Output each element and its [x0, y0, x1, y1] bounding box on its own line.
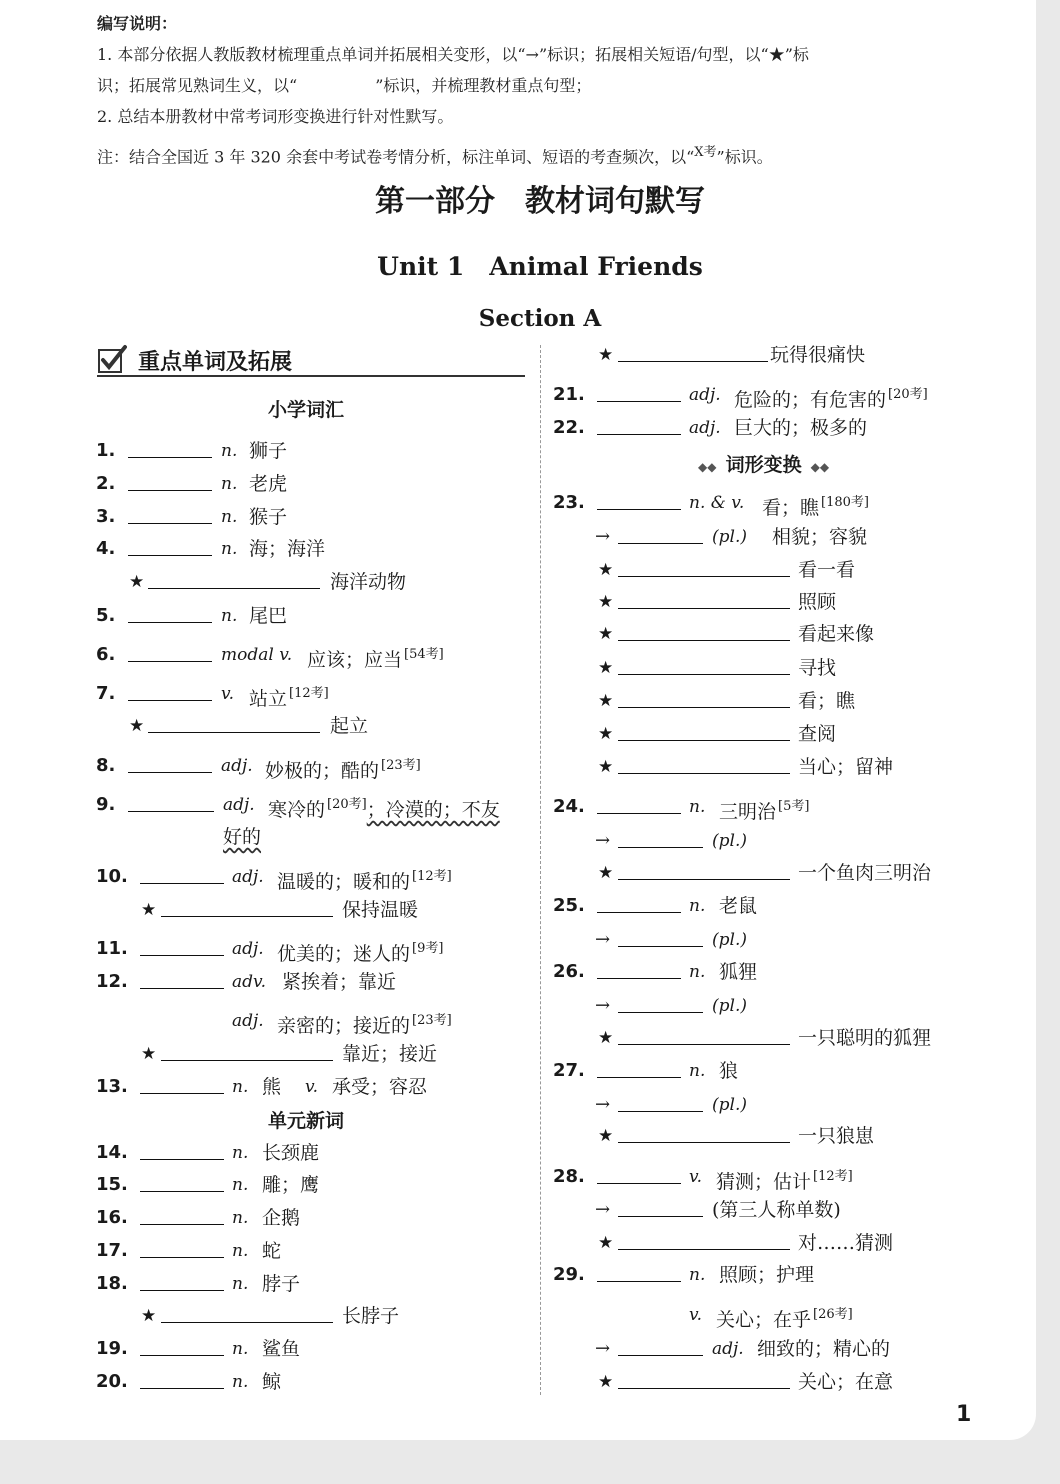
frequency-value: 23考 — [386, 758, 416, 773]
meaning: 企鹅 — [262, 1207, 301, 1229]
item-number: 8. — [96, 755, 116, 776]
meaning: 玩得很痛快 — [770, 344, 866, 366]
subheading-unit-new-words: 单元新词 — [268, 1110, 345, 1132]
part-of-speech: v. — [221, 684, 234, 704]
part-of-speech: n. & v. — [689, 493, 745, 513]
item-number: 19. — [96, 1338, 128, 1359]
arrow-icon: → — [595, 1199, 611, 1220]
meaning-text: 站立 — [249, 688, 288, 710]
section-title: Section A — [478, 305, 602, 332]
item-number: 11. — [96, 938, 128, 959]
meaning-text: 妙极的；酷的 — [265, 760, 380, 782]
star-icon: ★ — [598, 624, 614, 644]
diamond-icon: ◆◆ — [810, 460, 830, 474]
intro-line-4 — [97, 141, 773, 167]
intro-line-2a: 识；拓展常见熟词生义，以“ — [97, 76, 298, 95]
form-row-24 — [0, 828, 1000, 854]
star-icon: ★ — [129, 572, 145, 592]
part-of-speech: adv. — [232, 972, 267, 992]
item-number: 20. — [96, 1371, 128, 1392]
answer-blank[interactable] — [618, 1197, 703, 1217]
frequency-tag: [9考] — [412, 941, 444, 956]
meaning: 一个鱼肉三明治 — [798, 862, 932, 884]
star-icon: ★ — [598, 1126, 614, 1146]
item-number: 17. — [96, 1240, 128, 1261]
answer-blank[interactable] — [618, 342, 768, 362]
part-of-speech: adj. — [223, 795, 255, 815]
answer-blank[interactable] — [618, 927, 703, 947]
phrase-row-23-1 — [0, 557, 1000, 583]
frequency-tag: [12考] — [289, 686, 329, 701]
phrase-row-26 — [0, 1025, 1000, 1051]
vocab-row-22 — [0, 415, 1000, 441]
answer-blank[interactable] — [618, 860, 790, 880]
answer-blank[interactable] — [618, 1230, 790, 1250]
frequency-mark-sample: X考 — [694, 145, 717, 160]
meaning — [716, 1302, 853, 1333]
meaning: 照顾 — [798, 591, 837, 613]
form-row-29 — [0, 1336, 1000, 1362]
part-of-speech: adj. — [221, 756, 253, 776]
item-number: 25. — [553, 895, 585, 916]
meaning-text: 温暖的；暖和的 — [277, 871, 411, 893]
meaning: 雕；鹰 — [262, 1174, 320, 1196]
arrow-icon: → — [595, 995, 611, 1016]
meaning-text: 危险的；有危害的 — [734, 389, 887, 411]
part-of-speech: n. — [689, 797, 706, 817]
arrow-icon: → — [595, 1338, 611, 1359]
item-number: 5. — [96, 605, 116, 626]
item-number: 13. — [96, 1076, 128, 1097]
intro-line-1: 1. 本部分依据人教版教材梳理重点单词并拓展相关变形，以“→”标识；拓展相关短语/句型，以“★”标 — [97, 45, 809, 64]
form-note: (pl.) — [712, 527, 747, 547]
answer-blank[interactable] — [618, 688, 790, 708]
meaning: 细致的；精心的 — [757, 1338, 891, 1360]
part-of-speech: n. — [232, 1241, 249, 1261]
item-number: 26. — [553, 961, 585, 982]
part-of-speech: n. — [232, 1175, 249, 1195]
phrase-row-28 — [0, 1230, 1000, 1256]
item-number: 23. — [553, 492, 585, 513]
meaning-text: 亲密的；接近的 — [277, 1015, 411, 1037]
meaning: 看起来像 — [798, 623, 875, 645]
frequency-value: 20考 — [893, 387, 923, 402]
meaning: 老虎 — [249, 473, 288, 495]
meaning: 狐狸 — [719, 961, 758, 983]
meaning-text: 寒冷的 — [268, 799, 326, 821]
meaning: 海洋动物 — [330, 571, 407, 593]
item-number: 28. — [553, 1166, 585, 1187]
part-of-speech: n. — [689, 962, 706, 982]
vocab-row-25 — [0, 893, 1000, 919]
answer-blank[interactable] — [618, 993, 703, 1013]
answer-blank[interactable] — [618, 621, 790, 641]
intro-line-4b: ”标识。 — [716, 147, 773, 167]
item-number: 24. — [553, 796, 585, 817]
meaning: 老鼠 — [719, 895, 758, 917]
item-number: 27. — [553, 1060, 585, 1081]
meaning: 看；瞧 — [798, 690, 856, 712]
answer-blank[interactable] — [597, 490, 681, 510]
item-number: 4. — [96, 538, 116, 559]
frequency-tag: [23考] — [381, 758, 421, 773]
meaning: 海；海洋 — [249, 538, 326, 560]
form-row-25 — [0, 927, 1000, 953]
part-of-speech: n. — [232, 1077, 249, 1097]
star-icon: ★ — [598, 863, 614, 883]
phrase-row-20 — [0, 342, 1000, 368]
meaning: 相貌；容貌 — [772, 526, 868, 548]
frequency-tag: [54考] — [404, 647, 444, 662]
vocab-row-24 — [0, 794, 1000, 823]
part-of-speech: n. — [689, 1265, 706, 1285]
meaning: 鲨鱼 — [262, 1338, 301, 1360]
phrase-row-27 — [0, 1123, 1000, 1149]
unit-title: Unit 1 Animal Friends — [377, 252, 703, 281]
answer-blank[interactable] — [597, 794, 681, 814]
answer-blank[interactable] — [597, 415, 681, 435]
meaning — [716, 1164, 853, 1195]
phrase-row-23-6 — [0, 721, 1000, 747]
answer-blank[interactable] — [618, 754, 790, 774]
phrase-row-24 — [0, 860, 1000, 886]
star-icon: ★ — [598, 345, 614, 365]
meaning: 猴子 — [249, 506, 288, 528]
frequency-value: 12考 — [818, 1169, 848, 1184]
meaning: 一只狼崽 — [798, 1125, 875, 1147]
meaning: 熊 — [262, 1076, 282, 1098]
form-row-23 — [0, 524, 1000, 550]
part-of-speech: v. — [305, 1077, 318, 1097]
meaning-text: 关心；在乎 — [716, 1309, 812, 1331]
item-number: 16. — [96, 1207, 128, 1228]
item-number: 14. — [96, 1142, 128, 1163]
star-icon: ★ — [598, 757, 614, 777]
intro-line-3: 2. 总结本册教材中常考词形变换进行针对性默写。 — [97, 107, 454, 126]
frequency-tag: [180考] — [821, 495, 869, 510]
meaning: 狮子 — [249, 440, 288, 462]
subheading-primary-vocab: 小学词汇 — [268, 399, 345, 421]
part-of-speech: v. — [689, 1167, 702, 1187]
form-row-26 — [0, 993, 1000, 1019]
item-number: 3. — [96, 506, 116, 527]
frequency-tag: [12考] — [813, 1169, 853, 1184]
meaning: 狼 — [719, 1060, 739, 1082]
star-icon: ★ — [598, 560, 614, 580]
answer-blank[interactable] — [618, 589, 790, 609]
answer-blank[interactable] — [618, 557, 790, 577]
meaning-text: 看；瞧 — [762, 497, 820, 519]
meaning: 脖子 — [262, 1273, 301, 1295]
phrase-row-23-4 — [0, 655, 1000, 681]
part-of-speech: n. — [221, 539, 238, 559]
intro-line-4a: 注：结合全国近 3 年 320 余套中考试卷考情分析，标注单词、短语的考查频次，以“ — [97, 147, 695, 167]
item-number: 29. — [553, 1264, 585, 1285]
star-icon: ★ — [598, 691, 614, 711]
answer-blank[interactable] — [597, 959, 681, 979]
phrase-row-23-5 — [0, 688, 1000, 714]
form-note: (pl.) — [712, 1095, 747, 1115]
star-icon: ★ — [598, 658, 614, 678]
part-of-speech: n. — [232, 1274, 249, 1294]
part-of-speech: n. — [232, 1208, 249, 1228]
frequency-value: 5考 — [783, 799, 805, 814]
meaning-text: 三明治 — [719, 801, 777, 823]
subheading-word-forms — [698, 450, 829, 477]
heading-rule — [97, 375, 525, 377]
part-of-speech: adj. — [689, 385, 721, 405]
meaning: 长颈鹿 — [262, 1142, 320, 1164]
item-number: 7. — [96, 683, 116, 704]
item-number: 2. — [96, 473, 116, 494]
answer-blank[interactable] — [618, 1123, 790, 1143]
answer-blank[interactable] — [618, 524, 703, 544]
item-number: 6. — [96, 644, 116, 665]
meaning: 看一看 — [798, 559, 856, 581]
meaning: 对……猜测 — [798, 1232, 894, 1254]
star-icon: ★ — [141, 900, 157, 920]
answer-blank[interactable] — [128, 438, 212, 458]
meaning: 蛇 — [262, 1240, 282, 1262]
meaning: 尾巴 — [249, 605, 288, 627]
part-of-speech: n. — [221, 474, 238, 494]
vocab-row-28 — [0, 1164, 1000, 1193]
meaning: 一只聪明的狐狸 — [798, 1027, 932, 1049]
meaning: 关心；在意 — [798, 1371, 894, 1393]
item-number: 15. — [96, 1174, 128, 1195]
vocab-row-29b — [0, 1302, 1000, 1331]
answer-blank[interactable] — [618, 828, 703, 848]
part-of-speech: adj. — [689, 418, 721, 438]
frequency-tag: [5考] — [778, 799, 810, 814]
item-number: 21. — [553, 384, 585, 405]
meaning: 照顾；护理 — [719, 1264, 815, 1286]
meaning: 查阅 — [798, 723, 837, 745]
vocab-row-27 — [0, 1058, 1000, 1084]
part-of-speech: adj. — [232, 867, 264, 887]
meaning: 靠近；接近 — [342, 1043, 438, 1065]
phrase-row-23-7 — [0, 754, 1000, 780]
wavy-underline-sample — [297, 76, 375, 92]
answer-blank[interactable] — [618, 1336, 703, 1356]
frequency-value: 12考 — [294, 686, 324, 701]
meaning: 长脖子 — [342, 1305, 400, 1327]
star-icon: ★ — [141, 1044, 157, 1064]
star-icon: ★ — [141, 1306, 157, 1326]
star-icon: ★ — [598, 1372, 614, 1392]
frequency-tag: [23考] — [412, 1013, 452, 1028]
meaning — [734, 382, 928, 413]
vocab-row-29 — [0, 1262, 1000, 1288]
frequency-value: 12考 — [417, 869, 447, 884]
part-of-speech: n. — [689, 896, 706, 916]
diamond-icon: ◆◆ — [698, 460, 717, 474]
arrow-icon: → — [595, 526, 611, 547]
part-of-speech: n. — [232, 1339, 249, 1359]
star-icon: ★ — [129, 716, 145, 736]
form-note: (pl.) — [712, 996, 747, 1016]
part-title: 第一部分 教材词句默写 — [375, 184, 705, 219]
extended-meaning: 好的 — [223, 826, 262, 848]
star-icon: ★ — [598, 592, 614, 612]
phrase-row-29 — [0, 1369, 1000, 1395]
part-of-speech: adj. — [712, 1339, 744, 1359]
answer-blank[interactable] — [597, 1164, 681, 1184]
phrase-row-23-2 — [0, 589, 1000, 615]
form-note: (pl.) — [712, 930, 747, 950]
part-of-speech: adj. — [232, 939, 264, 959]
answer-blank[interactable] — [597, 382, 681, 402]
meaning: 紧挨着；靠近 — [282, 971, 397, 993]
part-of-speech: n. — [221, 606, 238, 626]
extended-meaning: ；冷漠的；不友 — [366, 799, 500, 821]
part-of-speech: v. — [689, 1305, 702, 1325]
part-of-speech: n. — [689, 1061, 706, 1081]
meaning — [762, 490, 869, 521]
answer-blank[interactable] — [618, 721, 790, 741]
intro-line-2 — [97, 73, 591, 96]
item-number: 1. — [96, 440, 116, 461]
answer-blank[interactable] — [618, 1025, 790, 1045]
answer-blank[interactable] — [597, 1262, 681, 1282]
part-of-speech: n. — [232, 1372, 249, 1392]
frequency-value: 180考 — [826, 495, 864, 510]
part-of-speech: n. — [221, 441, 238, 461]
frequency-tag: [20考] — [327, 797, 367, 812]
answer-blank[interactable] — [618, 655, 790, 675]
item-number: 22. — [553, 417, 585, 438]
meaning: 当心；留神 — [798, 756, 894, 778]
form-row-28 — [0, 1197, 1000, 1223]
part-of-speech: adj. — [232, 1011, 264, 1031]
frequency-value: 26考 — [818, 1307, 848, 1322]
subheading-text: 词形变换 — [725, 454, 802, 476]
part-of-speech: n. — [221, 507, 238, 527]
intro-heading: 编写说明： — [97, 14, 178, 33]
meaning: 起立 — [330, 715, 369, 737]
arrow-icon: → — [595, 830, 611, 851]
frequency-tag: [20考] — [888, 387, 928, 402]
frequency-tag: [12考] — [412, 869, 452, 884]
item-number: 18. — [96, 1273, 128, 1294]
meaning: 巨大的；极多的 — [734, 417, 868, 439]
page-number: 1 — [956, 1402, 972, 1427]
frequency-value: 23考 — [417, 1013, 447, 1028]
frequency-tag: [26考] — [813, 1307, 853, 1322]
arrow-icon: → — [595, 929, 611, 950]
frequency-value: 9考 — [417, 941, 439, 956]
form-note: (第三人称单数) — [712, 1199, 841, 1221]
part-of-speech: modal v. — [221, 645, 293, 665]
answer-blank[interactable] — [618, 1369, 790, 1389]
answer-blank[interactable] — [128, 471, 212, 491]
meaning: 保持温暖 — [342, 899, 419, 921]
frequency-value: 54考 — [409, 647, 439, 662]
answer-blank[interactable] — [597, 1058, 681, 1078]
star-icon: ★ — [598, 724, 614, 744]
meaning-text: 优美的；迷人的 — [277, 943, 411, 965]
star-icon: ★ — [598, 1028, 614, 1048]
item-number: 12. — [96, 971, 128, 992]
arrow-icon: → — [595, 1094, 611, 1115]
form-row-27 — [0, 1092, 1000, 1118]
intro-line-2b: ”标识，并梳理教材重点句型； — [375, 76, 592, 95]
phrase-row-23-3 — [0, 621, 1000, 647]
vocab-row-1 — [0, 438, 530, 464]
item-number: 10. — [96, 866, 128, 887]
answer-blank[interactable] — [618, 1092, 703, 1112]
vocab-row-26 — [0, 959, 1000, 985]
form-note: (pl.) — [712, 831, 747, 851]
meaning-text: 应该；应当 — [307, 649, 403, 671]
meaning: 寻找 — [798, 657, 837, 679]
meaning — [719, 794, 809, 825]
meaning: 承受；容忍 — [332, 1076, 428, 1098]
part-of-speech: n. — [232, 1143, 249, 1163]
answer-blank[interactable] — [597, 893, 681, 913]
meaning-text: 猜测；估计 — [716, 1171, 812, 1193]
item-number: 9. — [96, 794, 116, 815]
meaning: 鲸 — [262, 1371, 282, 1393]
star-icon: ★ — [598, 1233, 614, 1253]
frequency-value: 20考 — [332, 797, 362, 812]
box-heading: 重点单词及拓展 — [138, 350, 293, 375]
